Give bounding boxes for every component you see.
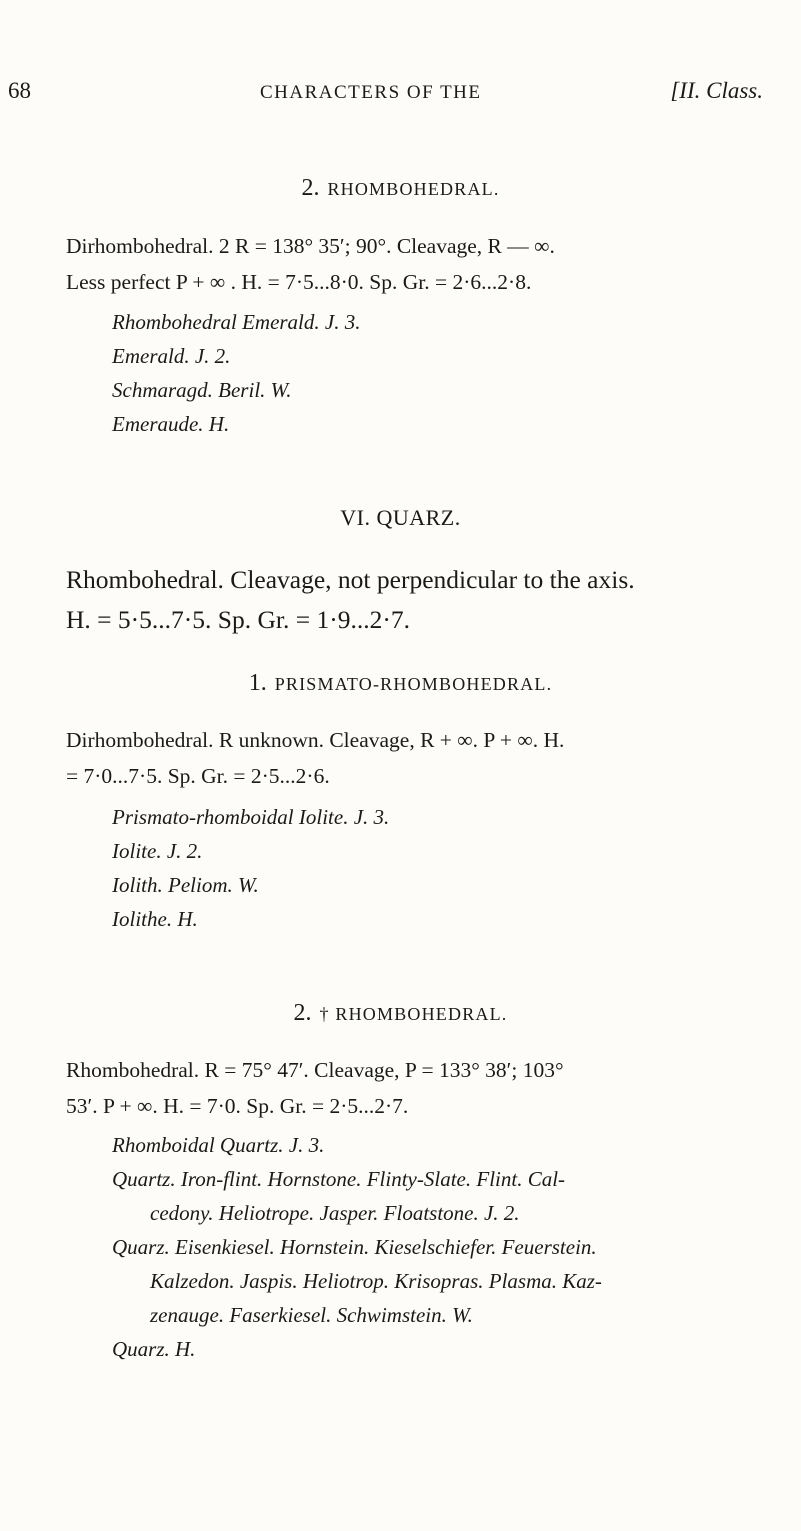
description-line: = 7·0...7·5. Sp. Gr. = 2·5...2·6. <box>66 764 330 788</box>
description-line: Less perfect P + ∞ . H. = 7·5...8·0. Sp. Gr. = 2·6...2·8. <box>66 270 532 294</box>
synonym-list <box>112 1128 772 1366</box>
synonym-line: Prismato-rhomboidal Iolite. J. 3. <box>112 805 390 829</box>
synonym-line: Quarz. Eisenkiesel. Hornstein. Kieselschiefer. Feuerstein. <box>112 1235 597 1259</box>
synonym-line: Rhombohedral Emerald. J. 3. <box>112 310 361 334</box>
running-title: CHARACTERS OF THE <box>260 82 482 103</box>
synonym-line: Iolithe. H. <box>112 907 198 931</box>
section-number: 2. <box>293 1000 312 1026</box>
section-heading <box>0 1000 801 1027</box>
description-line: Rhombohedral. Cleavage, not perpendicular to the axis. <box>66 565 635 594</box>
synonym-line: zenauge. Faserkiesel. Schwimstein. W. <box>150 1303 473 1327</box>
synonym-list <box>112 800 772 936</box>
section-description <box>66 722 768 794</box>
synonym-line: Schmaragd. Beril. W. <box>112 378 292 402</box>
synonym-line: cedony. Heliotrope. Jasper. Floatstone. J. 2. <box>150 1201 520 1225</box>
section-number: 2. <box>301 175 320 201</box>
synonym-line: Quartz. Iron-flint. Hornstone. Flinty-Slate. Flint. Cal- <box>112 1167 566 1191</box>
section-title: PRISMATO-RHOMBOHEDRAL. <box>274 674 553 694</box>
description-line: Rhombohedral. R = 75° 47′. Cleavage, P = 133° 38′; 103° <box>66 1058 564 1082</box>
synonym-line: Emerald. J. 2. <box>112 344 231 368</box>
synonym-line: Iolith. Peliom. W. <box>112 873 259 897</box>
order-title: VI. QUARZ. <box>340 505 461 530</box>
section-number: 1. <box>248 670 267 696</box>
section-title: RHOMBOHEDRAL. <box>327 179 500 199</box>
description-line: 53′. P + ∞. H. = 7·0. Sp. Gr. = 2·5...2·7. <box>66 1094 409 1118</box>
section-heading <box>0 175 801 202</box>
page-number: 68 <box>8 78 31 103</box>
section-description <box>66 1052 768 1124</box>
order-heading <box>0 505 801 531</box>
synonym-line: Emeraude. H. <box>112 412 230 436</box>
description-line: Dirhombohedral. R unknown. Cleavage, R + ∞. P + ∞. H. <box>66 728 565 752</box>
description-line: H. = 5·5...7·5. Sp. Gr. = 1·9...2·7. <box>66 605 410 634</box>
synonym-line: Rhomboidal Quartz. J. 3. <box>112 1133 325 1157</box>
synonym-line: Iolite. J. 2. <box>112 839 203 863</box>
section-description <box>66 228 768 300</box>
section-heading <box>0 670 801 697</box>
synonym-line: Quarz. H. <box>112 1337 196 1361</box>
section-title: † RHOMBOHEDRAL. <box>319 1004 508 1024</box>
synonym-line: Kalzedon. Jaspis. Heliotrop. Krisopras. Plasma. Kaz- <box>150 1269 602 1293</box>
order-description <box>66 560 768 640</box>
description-line: Dirhombohedral. 2 R = 138° 35′; 90°. Cleavage, R — ∞. <box>66 234 555 258</box>
synonym-list <box>112 305 772 441</box>
class-label: [II. Class. <box>670 78 763 103</box>
page-header <box>0 78 801 114</box>
